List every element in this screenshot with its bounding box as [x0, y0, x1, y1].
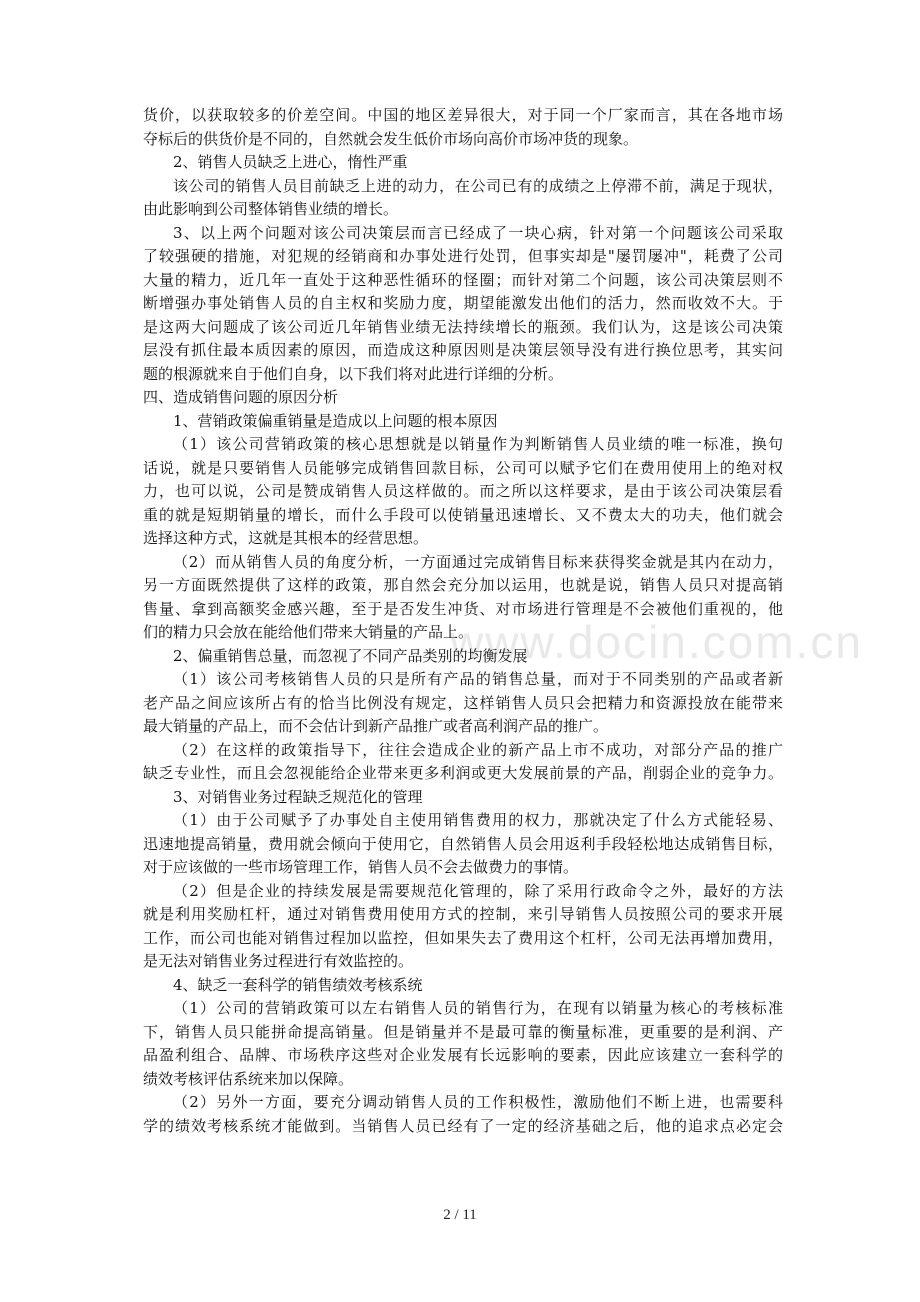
text-line: 就是利用奖励杠杆，通过对销售费用使用方式的控制，来引导销售人员按照公司的要求开展: [143, 905, 783, 923]
text-line: 话说，就是只要销售人员能够完成销售回款目标，公司可以赋予它们在费用使用上的绝对权: [143, 458, 783, 477]
text-line: 力，也可以说，公司是赞成销售人员这样做的。而之所以这样要求，是由于该公司决策层看: [143, 482, 783, 500]
text-line: （1）该公司考核销售人员的只是所有产品的销售总量，而对于不同类别的产品或者新: [173, 670, 783, 688]
text-line: 2、偏重销售总量，而忽视了不同产品类别的均衡发展: [173, 646, 528, 665]
text-line: 最大销量的产品上，而不会估计到新产品推广或者高利润产品的推广。: [143, 717, 609, 735]
text-line: 货价，以获取较多的价差空间。中国的地区差异很大，对于同一个厂家而言，其在各地市场: [143, 106, 783, 124]
watermark: www.docin.com.cn: [450, 616, 863, 668]
text-line: 下，销售人员只能拼命提高销量。但是销量并不是最可靠的衡量标准，更重要的是利润、产: [143, 1022, 783, 1041]
text-line: 对于应该做的一些市场管理工作，销售人员不会去做费力的事情。: [143, 858, 579, 876]
text-line: 断增强办事处销售人员的自主权和奖励力度，期望能激发出他们的活力，然而收效不大。于: [143, 294, 783, 312]
text-line: 夺标后的供货价是不同的，自然就会发生低价市场向高价市场冲货的现象。: [143, 129, 639, 148]
text-line: 重的就是短期销量的增长，而什么手段可以使销量迅速增长、又不费太大的功夫，他们就会: [143, 505, 783, 524]
text-line: 另一方面既然提供了这样的政策，那自然会充分加以运用，也就是说，销售人员只对提高销: [143, 576, 783, 594]
text-line: 了较强硬的措施，对犯规的经销商和办事处进行处罚，但事实却是"屡罚屡冲"，耗费了公司: [143, 247, 783, 265]
text-line: 老产品之间应该所占有的恰当比例没有规定，这样销售人员只会把精力和资源投放在能带来: [143, 693, 783, 712]
text-line: 选择这种方式，这就是其根本的经营思想。: [143, 529, 429, 547]
text-line: 售量、拿到高额奖金感兴趣，至于是否发生冲货、对市场进行管理是不会被他们重视的，他: [143, 599, 783, 618]
text-line: 是这两大问题成了该公司近几年销售业绩无法持续增长的瓶颈。我们认为，这是该公司决策: [143, 317, 783, 336]
text-line: 题的根源就来自于他们自身，以下我们将对此进行详细的分析。: [143, 364, 564, 383]
text-line: 们的精力只会放在能给他们带来大销量的产品上。: [143, 623, 474, 641]
text-line: 学的绩效考核系统才能做到。当销售人员已经有了一定的经济基础之后，他的追求点必定会: [143, 1116, 783, 1135]
text-line: 2、销售人员缺乏上进心，惰性严重: [173, 153, 408, 171]
text-line: 四、造成销售问题的原因分析: [143, 388, 339, 406]
text-line: （1）由于公司赋予了办事处自主使用销售费用的权力，那就决定了什么方式能轻易、: [173, 811, 783, 829]
text-line: （2）但是企业的持续发展是需要规范化管理的，除了采用行政命令之外，最好的方法: [173, 881, 783, 900]
text-line: 缺乏专业性，而且会忽视能给企业带来更多利润或更大发展前景的产品，削弱企业的竞争力。: [143, 764, 783, 782]
text-line: 绩效考核评估系统来加以保障。: [143, 1069, 354, 1088]
text-line: （2）另外一方面，要充分调动销售人员的工作积极性，激励他们不断上进，也需要科: [173, 1093, 783, 1111]
text-line: 3、对销售业务过程缺乏规范化的管理: [173, 787, 423, 806]
text-line: 1、营销政策偏重销量是造成以上问题的根本原因: [173, 411, 498, 430]
text-line: （1）该公司营销政策的核心思想就是以销量作为判断销售人员业绩的唯一标准，换句: [173, 435, 783, 453]
text-line: 工作，而公司也能对销售过程加以监控，但如果失去了费用这个杠杆，公司无法再增加费用，: [143, 928, 783, 947]
text-line: 4、缺乏一套科学的销售绩效考核系统: [173, 975, 423, 994]
document-body: [143, 104, 783, 1138]
text-line: 层没有抓住最本质因素的原因，而造成这种原因则是决策层领导没有进行换位思考，其实问: [143, 341, 783, 359]
page-number: 2 / 11: [443, 1207, 477, 1223]
text-line: 该公司的销售人员目前缺乏上进的动力，在公司已有的成绩之上停滞不前，满足于现状，: [173, 176, 783, 195]
text-line: 由此影响到公司整体销售业绩的增长。: [143, 200, 399, 218]
text-line: 迅速地提高销量，费用就会倾向于使用它，自然销售人员会用返利手段轻松地达成销售目标，: [143, 834, 783, 853]
text-line: （1）公司的营销政策可以左右销售人员的销售行为，在现有以销量为核心的考核标准: [173, 999, 783, 1017]
text-line: 3、以上两个问题对该公司决策层而言已经成了一块心病，针对第一个问题该公司采取: [173, 223, 783, 242]
text-line: 品盈利组合、品牌、市场秩序这些对企业发展有长远影响的要素，因此应该建立一套科学的: [143, 1046, 783, 1064]
text-line: （2）在这样的政策指导下，往往会造成企业的新产品上市不成功，对部分产品的推广: [173, 740, 783, 759]
text-line: 大量的精力，近几年一直处于这种恶性循环的怪圈；而针对第二个问题，该公司决策层则不: [143, 270, 783, 289]
text-line: （2）而从销售人员的角度分析，一方面通过完成销售目标来获得奖金就是其内在动力，: [173, 552, 783, 571]
text-line: 是无法对销售业务过程进行有效监控的。: [143, 952, 414, 970]
